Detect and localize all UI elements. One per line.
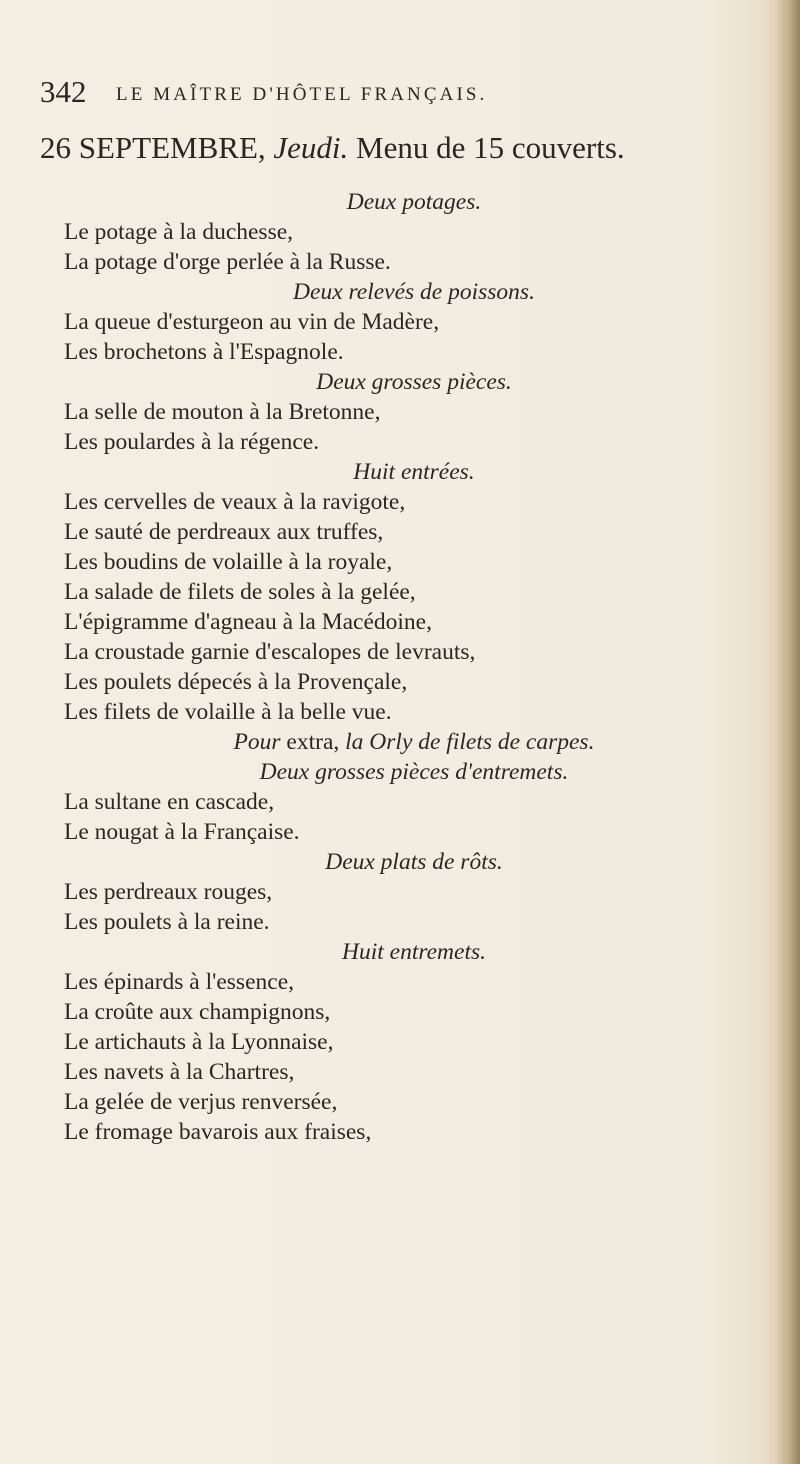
menu-item: Le potage à la duchesse,: [64, 219, 294, 245]
section-heading-grosses-pieces: Deux grosses pièces.: [316, 369, 512, 395]
menu-item: Les boudins de volaille à la royale,: [64, 549, 393, 575]
menu-item: Les navets à la Chartres,: [64, 1059, 295, 1085]
section-heading-rots: Deux plats de rôts.: [325, 849, 503, 875]
menu-item: La salade de filets de soles à la gelée,: [64, 579, 416, 605]
extra-pour: Pour: [233, 729, 281, 755]
menu-day: Jeudi.: [273, 130, 349, 165]
menu-item: Les épinards à l'essence,: [64, 969, 294, 995]
menu-date: 26 SEPTEMBRE,: [40, 130, 266, 165]
menu-covers: Menu de 15 couverts.: [356, 130, 625, 165]
extra-word: extra,: [280, 729, 346, 755]
menu-item: La queue d'esturgeon au vin de Madère,: [64, 309, 440, 335]
menu-date-line: [40, 130, 625, 166]
menu-item: Le sauté de perdreaux aux truffes,: [64, 519, 384, 545]
section-heading-entremets: Huit entremets.: [341, 939, 487, 965]
extra-dish: la Orly de filets de carpes.: [345, 729, 595, 755]
section-heading-entrees: Huit entrées.: [353, 459, 475, 485]
extra-line: [64, 727, 764, 757]
menu-item: Le fromage bavarois aux fraises,: [64, 1119, 372, 1145]
menu-item: Les filets de volaille à la belle vue.: [64, 699, 392, 725]
running-head: [40, 74, 800, 114]
page-number: 342: [40, 74, 87, 109]
section-heading-potages: Deux potages.: [346, 189, 482, 215]
menu-item: Les poulardes à la régence.: [64, 429, 320, 455]
menu-item: La croustade garnie d'escalopes de levrauts,: [64, 639, 476, 665]
menu-item: La selle de mouton à la Bretonne,: [64, 399, 381, 425]
menu-item: La potage d'orge perlée à la Russe.: [64, 249, 391, 275]
menu-item: Les poulets à la reine.: [64, 909, 270, 935]
menu-item: Les brochetons à l'Espagnole.: [64, 339, 344, 365]
section-heading-releves: Deux relevés de poissons.: [293, 279, 535, 305]
menu-list: [64, 187, 764, 1147]
menu-item: Les perdreaux rouges,: [64, 879, 273, 905]
running-title: LE MAÎTRE D'HÔTEL FRANÇAIS.: [116, 84, 488, 105]
menu-item: La croûte aux champignons,: [64, 999, 331, 1025]
section-heading-entremets-pieces: Deux grosses pièces d'entremets.: [259, 759, 569, 785]
menu-item: Le artichauts à la Lyonnaise,: [64, 1029, 334, 1055]
menu-item: Le nougat à la Française.: [64, 819, 300, 845]
menu-item: L'épigramme d'agneau à la Macédoine,: [64, 609, 432, 635]
menu-item: Les cervelles de veaux à la ravigote,: [64, 489, 406, 515]
menu-item: La sultane en cascade,: [64, 789, 275, 815]
menu-item: Les poulets dépecés à la Provençale,: [64, 669, 408, 695]
page-edge-shadow: [774, 0, 800, 1464]
menu-item: La gelée de verjus renversée,: [64, 1089, 338, 1115]
